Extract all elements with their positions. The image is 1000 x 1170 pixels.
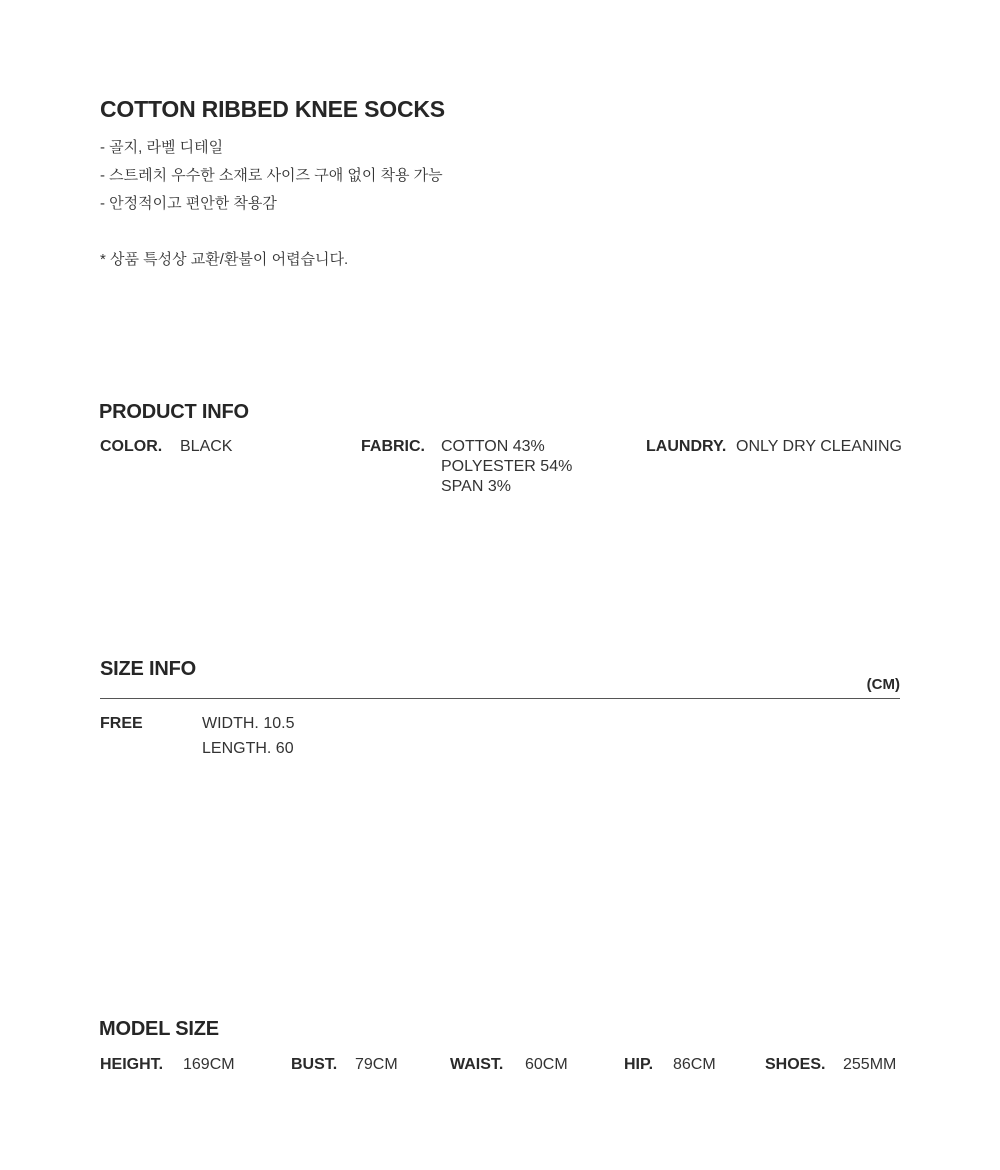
model-waist-label: WAIST. — [450, 1056, 504, 1073]
model-shoes-label: SHOES. — [765, 1056, 826, 1073]
model-bust-label: BUST. — [291, 1056, 338, 1073]
fabric-value: SPAN 3% — [441, 478, 511, 495]
feature-line: - 스트레치 우수한 소재로 사이즈 구애 없이 착용 가능 — [100, 167, 443, 184]
color-value: BLACK — [180, 438, 233, 455]
model-height-label: HEIGHT. — [100, 1056, 164, 1073]
measurement-width: WIDTH. 10.5 — [202, 715, 295, 732]
size-info-heading: SIZE INFO — [100, 658, 196, 680]
feature-line: - 안정적이고 편안한 착용감 — [100, 195, 277, 212]
model-waist-value: 60CM — [525, 1056, 568, 1073]
measurement-length: LENGTH. 60 — [202, 740, 294, 757]
size-label: FREE — [100, 715, 143, 732]
model-shoes-value: 255MM — [843, 1056, 897, 1073]
fabric-value: POLYESTER 54% — [441, 458, 573, 475]
model-size-heading: MODEL SIZE — [99, 1018, 219, 1040]
laundry-label: LAUNDRY. — [646, 438, 727, 455]
color-label: COLOR. — [100, 438, 163, 455]
size-unit: (CM) — [866, 676, 900, 693]
model-hip-label: HIP. — [624, 1056, 654, 1073]
laundry-value: ONLY DRY CLEANING — [736, 438, 902, 455]
product-info-heading: PRODUCT INFO — [99, 401, 249, 423]
model-height-value: 169CM — [183, 1056, 235, 1073]
exchange-notice: * 상품 특성상 교환/환불이 어렵습니다. — [100, 251, 349, 268]
fabric-value: COTTON 43% — [441, 438, 545, 455]
product-title: COTTON RIBBED KNEE SOCKS — [100, 96, 445, 122]
model-bust-value: 79CM — [355, 1056, 398, 1073]
feature-line: - 골지, 라벨 디테일 — [100, 139, 224, 156]
size-divider — [100, 698, 900, 699]
fabric-label: FABRIC. — [361, 438, 425, 455]
model-hip-value: 86CM — [673, 1056, 716, 1073]
